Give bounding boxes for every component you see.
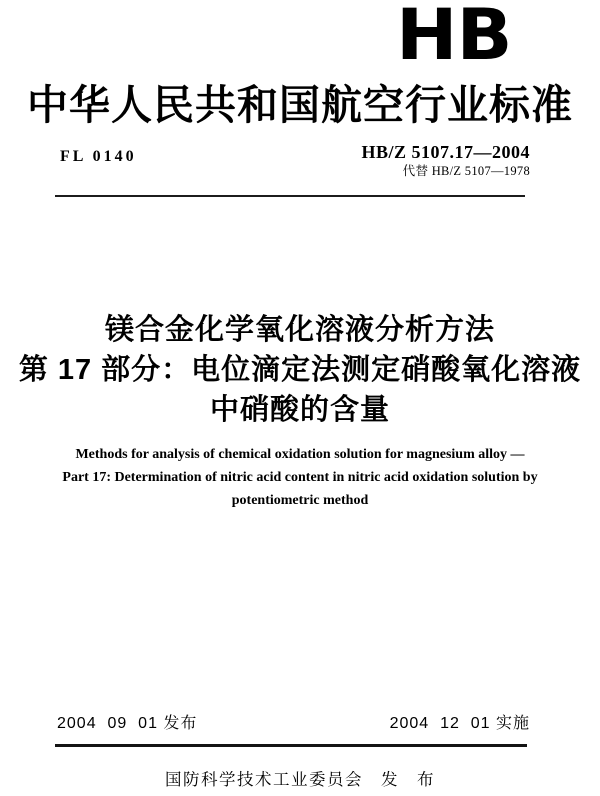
title-en-line-2: Part 17: Determination of nitric acid content in nitric acid oxidation solution by — [62, 470, 538, 485]
header-divider-line — [55, 195, 525, 197]
hb-logo: HB — [396, 0, 512, 76]
replaces-note: 代替 HB/Z 5107—1978 — [402, 164, 530, 178]
footer-divider-line — [55, 744, 527, 747]
document-title-english — [30, 443, 570, 512]
title-cn-line-2: 第 17 部分：电位滴定法测定硝酸氧化溶液 — [18, 354, 582, 386]
title-cn-line-3: 中硝酸的含量 — [209, 394, 390, 426]
title-en-line-1: Methods for analysis of chemical oxidation solution for magnesium alloy — — [75, 447, 525, 462]
national-standard-title: 中华人民共和国航空行业标准 — [27, 82, 573, 128]
implementation-date: 2004 12 01 实施 — [389, 715, 530, 732]
title-cn-line-1: 镁合金化学氧化溶液分析方法 — [104, 314, 495, 346]
standard-number: HB/Z 5107.17—2004 — [361, 142, 530, 162]
standard-number-block — [361, 142, 530, 179]
issue-date: 2004 09 01 发布 — [57, 715, 198, 732]
publisher-line: 国防科学技术工业委员会 发 布 — [165, 771, 435, 789]
document-title-chinese — [0, 310, 600, 430]
classification-code: FL 0140 — [60, 148, 137, 165]
title-en-line-3: potentiometric method — [231, 493, 369, 508]
